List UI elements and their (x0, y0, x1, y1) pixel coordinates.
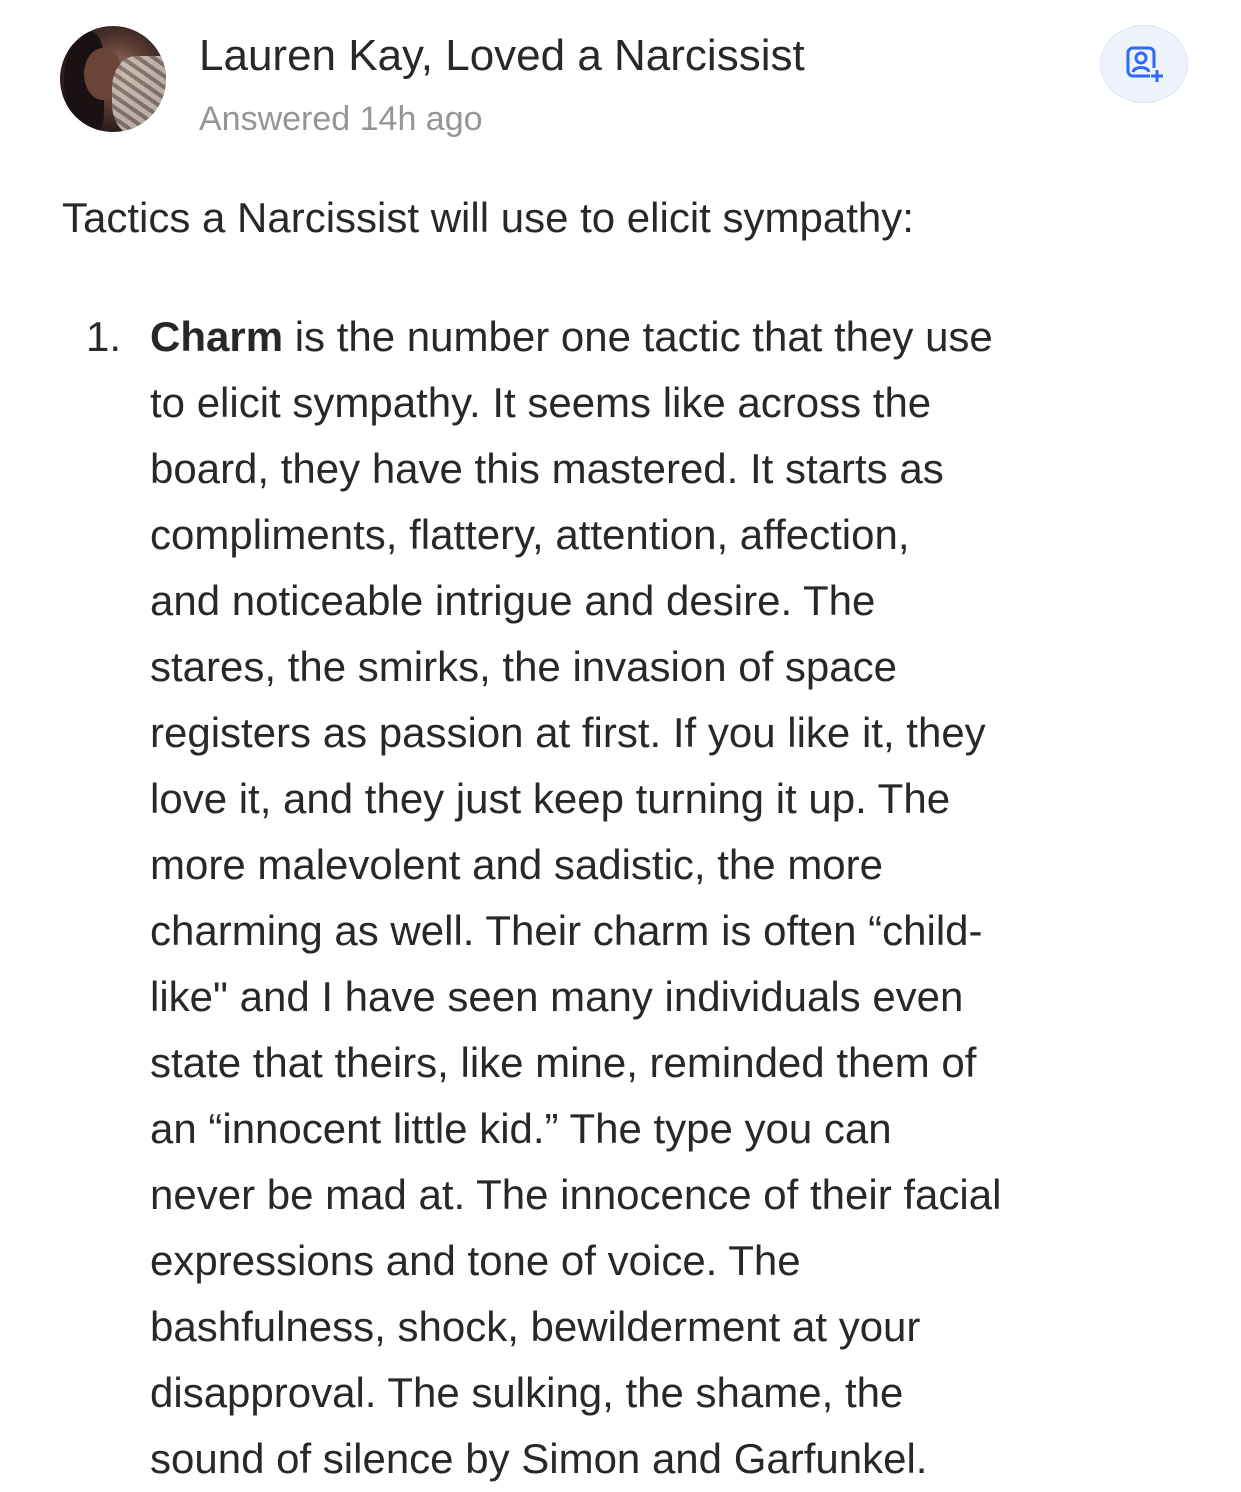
answer-intro: Tactics a Narcissist will use to elicit sympathy: (62, 194, 914, 241)
list-item-line: never be mad at. The innocence of their facial (150, 1171, 1002, 1218)
list-item-line: state that theirs, like mine, reminded them of (150, 1039, 977, 1086)
list-item-line: board, they have this mastered. It starts as (150, 445, 944, 492)
list-item-line: Charm is the number one tactic that they use (150, 313, 993, 360)
follow-author-button[interactable] (1100, 25, 1188, 103)
author-avatar[interactable] (60, 26, 166, 132)
list-item-line: sound of silence by Simon and Garfunkel. (150, 1435, 928, 1482)
list-item-line: charming as well. Their charm is often “child- (150, 907, 983, 954)
list-item-line: and noticeable intrigue and desire. The (150, 577, 876, 624)
list-item-line: bashfulness, shock, bewilderment at your (150, 1303, 921, 1350)
list-item-line: compliments, flattery, attention, affection, (150, 511, 910, 558)
add-person-icon (1124, 44, 1164, 84)
list-item-line: expressions and tone of voice. The (150, 1237, 801, 1284)
list-item-line: to elicit sympathy. It seems like across the (150, 379, 932, 426)
list-item-line: love it, and they just keep turning it up. The (150, 775, 951, 822)
list-item-line: disapproval. The sulking, the shame, the (150, 1369, 904, 1416)
list-item-line: stares, the smirks, the invasion of space (150, 643, 897, 690)
bold-term: Charm (150, 313, 284, 360)
list-item-number: 1. (86, 313, 122, 360)
list-item-line: like" and I have seen many individuals even (150, 973, 964, 1020)
list-item-line: more malevolent and sadistic, the more (150, 841, 884, 888)
author-credential[interactable]: Lauren Kay, Loved a Narcissist (199, 31, 805, 80)
list-item-line: registers as passion at first. If you like it, they (150, 709, 986, 756)
answer-header (0, 0, 1241, 150)
answered-timestamp[interactable]: Answered 14h ago (199, 100, 483, 138)
list-item-line: an “innocent little kid.” The type you can (150, 1105, 892, 1152)
list-item-text (150, 304, 1110, 1492)
